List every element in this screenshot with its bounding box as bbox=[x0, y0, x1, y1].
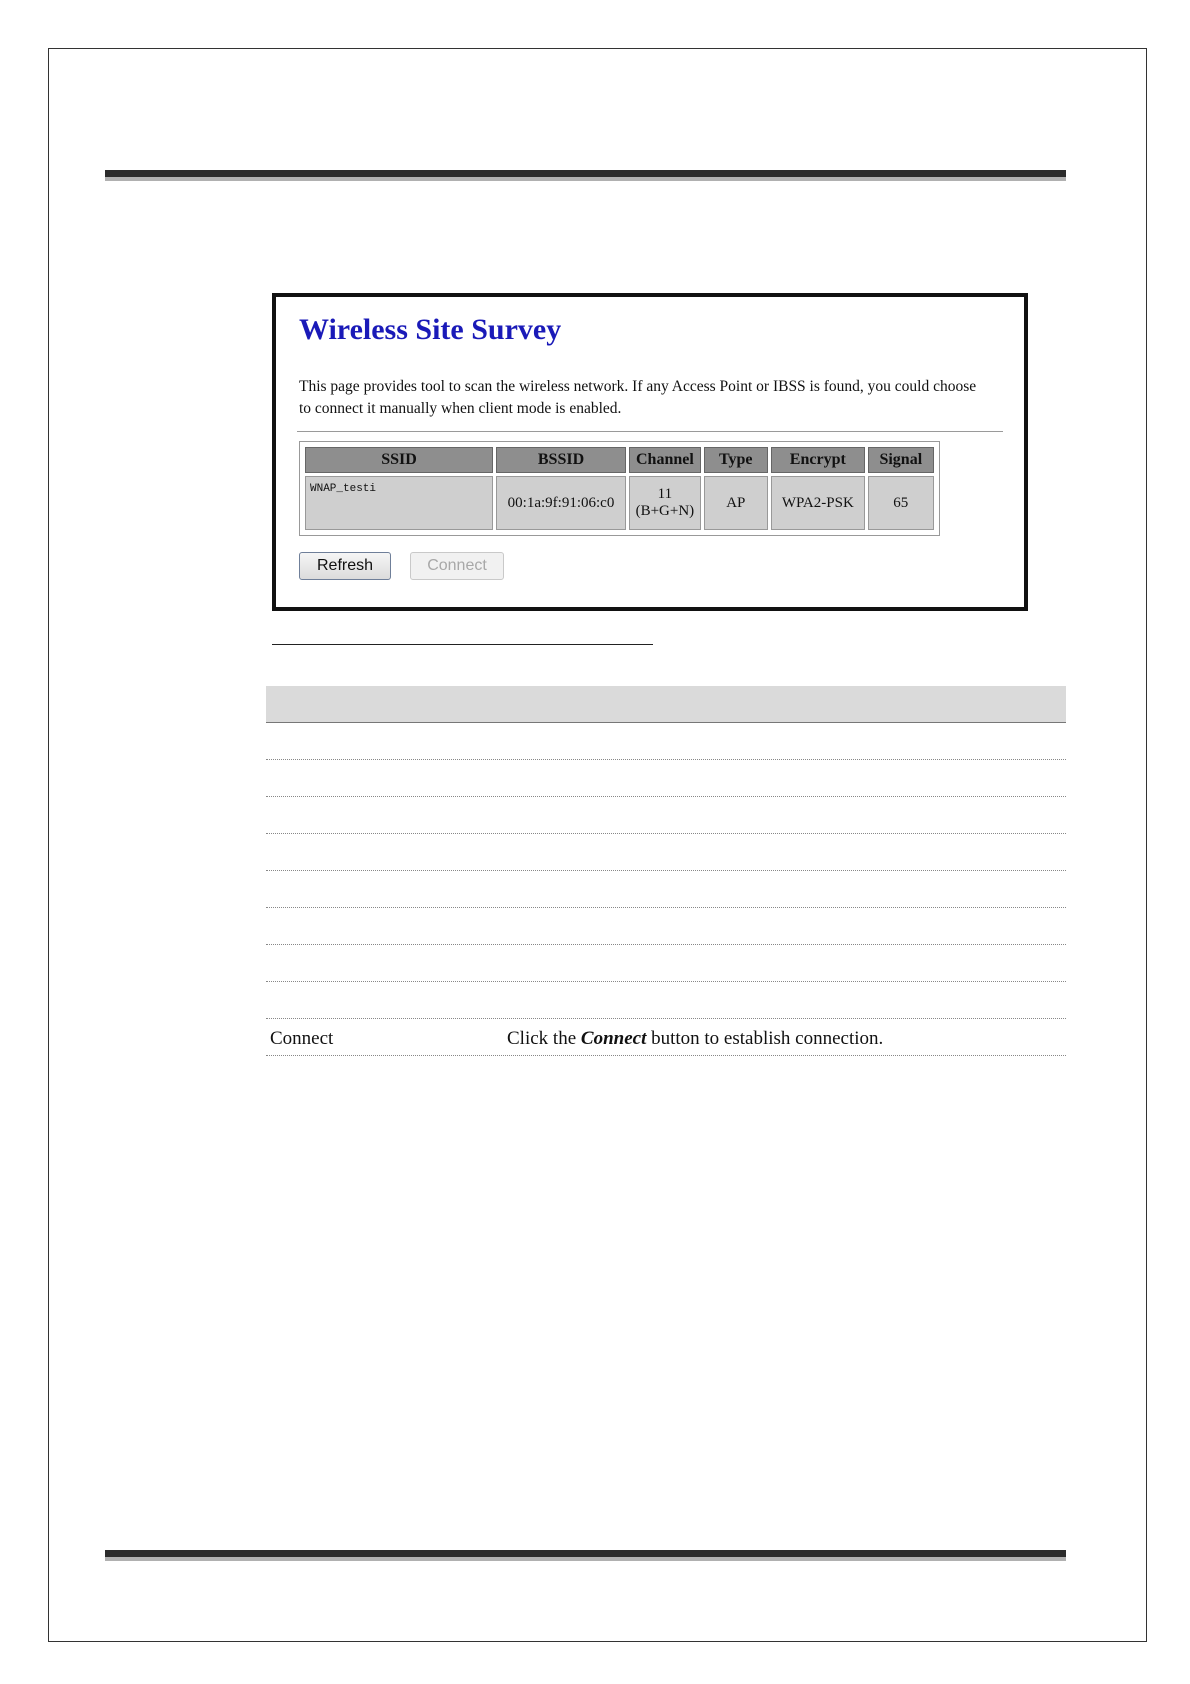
table-row bbox=[266, 982, 1066, 1019]
site-survey-description: This page provides tool to scan the wireless network. If any Access Point or IBSS is found, you could choose to connect it manually when client mode is enabled. bbox=[299, 378, 977, 417]
divider bbox=[297, 431, 1003, 432]
cell-channel bbox=[629, 476, 701, 530]
col-header-ssid: SSID bbox=[305, 447, 493, 473]
table-row bbox=[266, 760, 1066, 797]
cell-type: AP bbox=[704, 476, 768, 530]
header-rule bbox=[105, 170, 1066, 181]
connect-button[interactable]: Connect bbox=[410, 552, 504, 580]
site-survey-screenshot bbox=[272, 293, 1028, 611]
footer-rule bbox=[105, 1550, 1066, 1561]
survey-results-table bbox=[299, 441, 940, 536]
table-row-connect bbox=[266, 1019, 1066, 1056]
col-header-type: Type bbox=[704, 447, 768, 473]
cell-ssid: WNAP_testi bbox=[305, 476, 493, 530]
row-description: Click the Connect button to establish connection. bbox=[507, 1028, 884, 1049]
table-row bbox=[266, 945, 1066, 982]
table-header bbox=[266, 686, 1066, 723]
refresh-button[interactable]: Refresh bbox=[299, 552, 391, 580]
description-table bbox=[266, 686, 1066, 1056]
caption-underline bbox=[272, 644, 653, 645]
table-row bbox=[266, 797, 1066, 834]
site-survey-title: Wireless Site Survey bbox=[299, 313, 562, 346]
channel-number: 11 bbox=[657, 486, 673, 502]
table-row bbox=[266, 908, 1066, 945]
table-row[interactable] bbox=[305, 476, 934, 530]
col-header-signal: Signal bbox=[868, 447, 934, 473]
table-row bbox=[266, 723, 1066, 760]
cell-bssid: 00:1a:9f:91:06:c0 bbox=[496, 476, 626, 530]
table-row bbox=[266, 871, 1066, 908]
row-label: Connect bbox=[270, 1028, 334, 1049]
col-header-encrypt: Encrypt bbox=[771, 447, 865, 473]
col-header-channel: Channel bbox=[629, 447, 701, 473]
cell-encrypt: WPA2-PSK bbox=[771, 476, 865, 530]
col-header-bssid: BSSID bbox=[496, 447, 626, 473]
channel-mode: (B+G+N) bbox=[635, 503, 695, 519]
cell-signal: 65 bbox=[868, 476, 934, 530]
table-row bbox=[266, 834, 1066, 871]
